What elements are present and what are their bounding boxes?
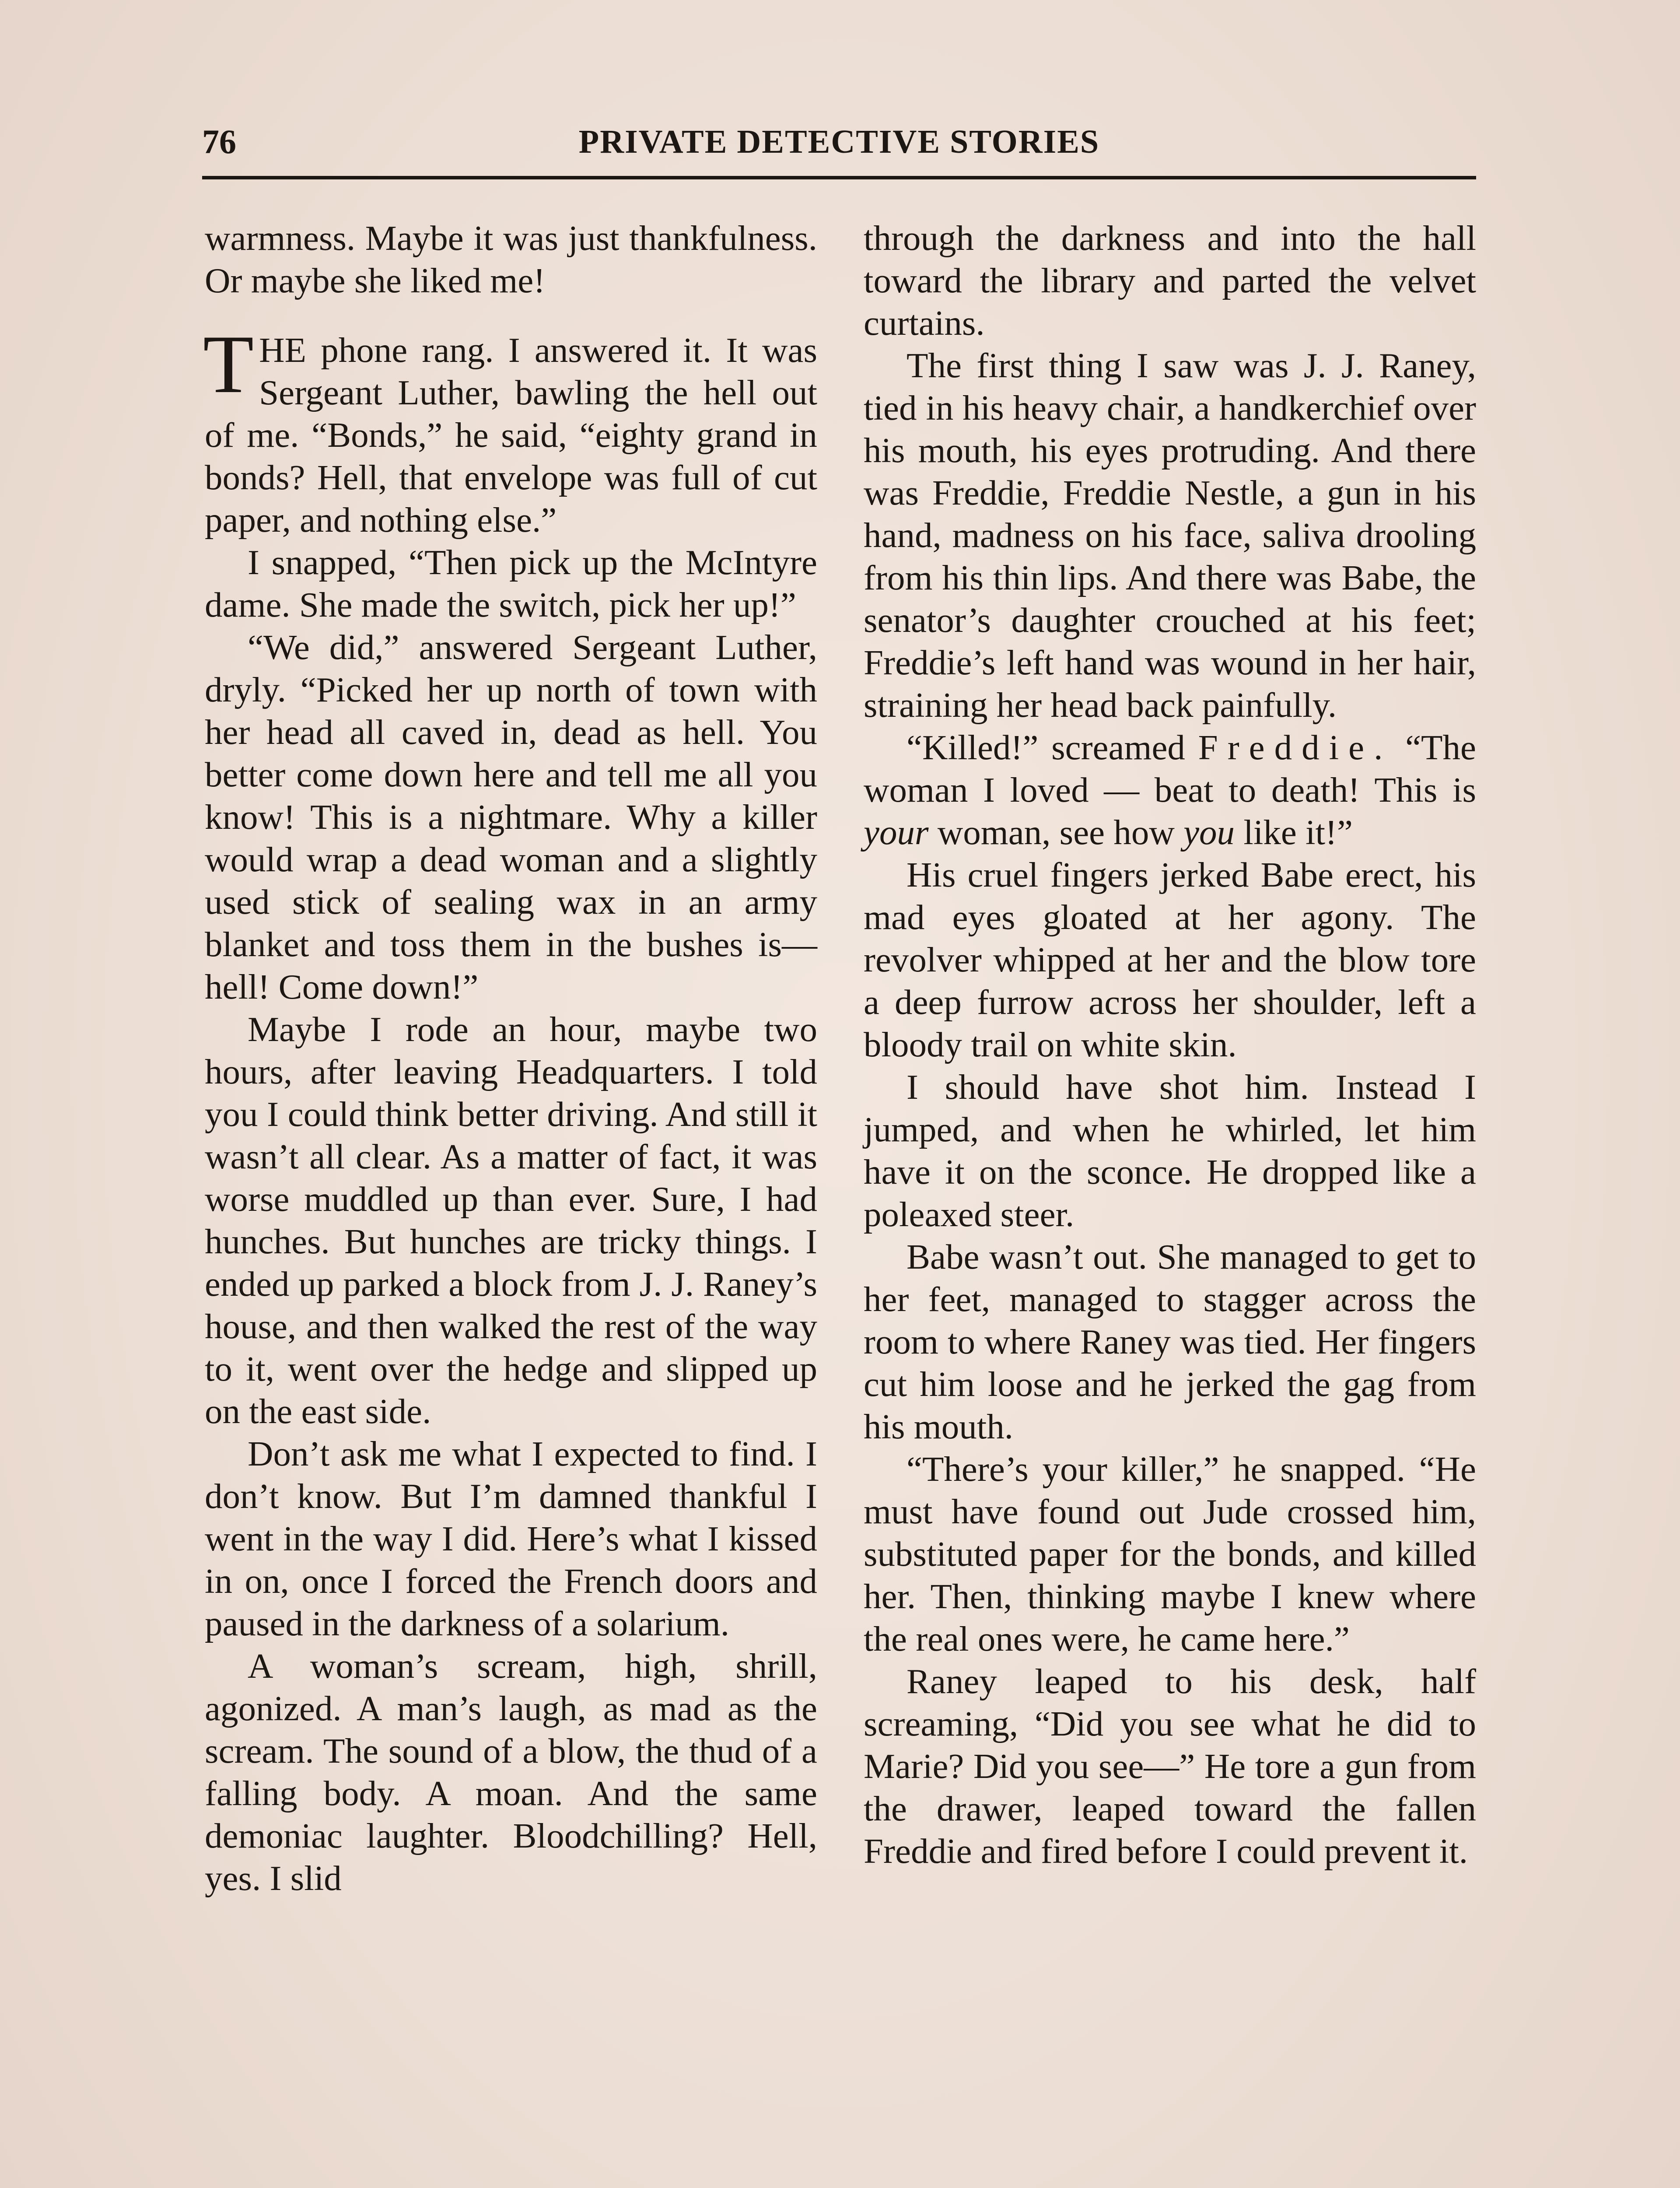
paragraph: The first thing I saw was J. J. Raney, tied in his heavy chair, a handkerchief over his mouth, his eyes protruding. And there was Freddie, Freddie Nestle, a gun in his hand, madness on his face, saliva drooling from his thin lips. And there was Babe, the senator’s daughter crouched at his feet; Freddie’s left hand was wound in her hair, straining her head back painfully. xyxy=(864,346,1476,725)
paragraph-text: “Killed!” screamed xyxy=(906,728,1198,767)
paragraph: I should have shot him. Instead I jumped, and when he whirled, let him have it on the sconce. He dropped like a poleaxed steer. xyxy=(864,1067,1476,1234)
paragraph: A woman’s scream, high, shrill, agonized. A man’s laugh, as mad as the scream. The sound of a blow, the thud of a falling body. A moan. And the same demoniac laughter. Bloodchilling? Hell, yes. I slid xyxy=(205,1646,817,1898)
emphasis: you xyxy=(1183,813,1235,852)
page-header xyxy=(202,122,1476,162)
paragraph: warmness. Maybe it was just thankfulness. Or maybe she liked me! xyxy=(205,218,817,300)
drop-cap: T xyxy=(203,319,254,410)
running-title: PRIVATE DETECTIVE STORIES xyxy=(578,123,1100,160)
spaced-name: Freddie. xyxy=(1198,728,1393,767)
paragraph-text: HE phone rang. I answered it. It was Sergeant Luther, bawling the hell out of me. “Bonds,” he said, “eighty grand in bonds? Hell, that envelope was full of cut paper, and nothing else.” xyxy=(205,330,817,540)
header-rule xyxy=(202,176,1476,179)
paragraph-text: “The woman I loved — beat to death! This is xyxy=(864,728,1476,810)
emphasis: your xyxy=(864,813,929,852)
paragraph-section-start xyxy=(203,319,817,541)
paragraph: “There’s your killer,” he snapped. “He must have found out Jude crossed him, substituted paper for the bonds, and killed her. Then, thinking maybe I knew where the real ones were, he came here.” xyxy=(864,1449,1476,1659)
paragraph: through the darkness and into the hall toward the library and parted the velvet curtains. xyxy=(864,218,1476,343)
paragraph: Babe wasn’t out. She managed to get to her feet, managed to stagger across the room to where Raney was tied. Her fingers cut him loose and he jerked the gag from his mouth. xyxy=(864,1237,1476,1446)
page-number: 76 xyxy=(202,123,236,161)
paragraph: Don’t ask me what I expected to find. I don’t know. But I’m damned thankful I went in the way I did. Here’s what I kissed in on, once I forced the French doors and paused in the darkness of a solarium. xyxy=(205,1434,817,1643)
paragraph: His cruel fingers jerked Babe erect, his mad eyes gloated at her agony. The revolver whipped at her and the blow tore a deep furrow across her shoulder, left a bloody trail on white skin. xyxy=(864,855,1476,1064)
paragraph-text: like it!” xyxy=(1235,813,1353,852)
paragraph: “We did,” answered Sergeant Luther, dryly. “Picked her up north of town with her head all caved in, dead as hell. You better come down here and tell me all you know! This is a nightmare. Why a killer would wrap a dead woman and a slightly used stick of sealing wax in an army blanket and toss them in the bushes is—hell! Come down!” xyxy=(205,628,817,1006)
text-column-right xyxy=(864,217,1476,1872)
paragraph: Raney leaped to his desk, half screaming, “Did you see what he did to Marie? Did you see—” He tore a gun from the drawer, leaped toward the fallen Freddie and fired before I could prevent it. xyxy=(864,1662,1476,1871)
paragraph: I snapped, “Then pick up the McIntyre dame. She made the switch, pick her up!” xyxy=(205,543,817,624)
paragraph-text: woman, see how xyxy=(928,813,1184,852)
paragraph: Maybe I rode an hour, maybe two hours, after leaving Headquarters. I told you I could think better driving. And still it wasn’t all clear. As a matter of fact, it was worse muddled up than ever. Sure, I had hunches. But hunches are tricky things. I ended up parked a block from J. J. Raney’s house, and then walked the rest of the way to it, went over the hedge and slipped up on the east side. xyxy=(205,1010,817,1431)
paragraph xyxy=(864,726,1476,854)
text-column-left xyxy=(205,217,817,1900)
